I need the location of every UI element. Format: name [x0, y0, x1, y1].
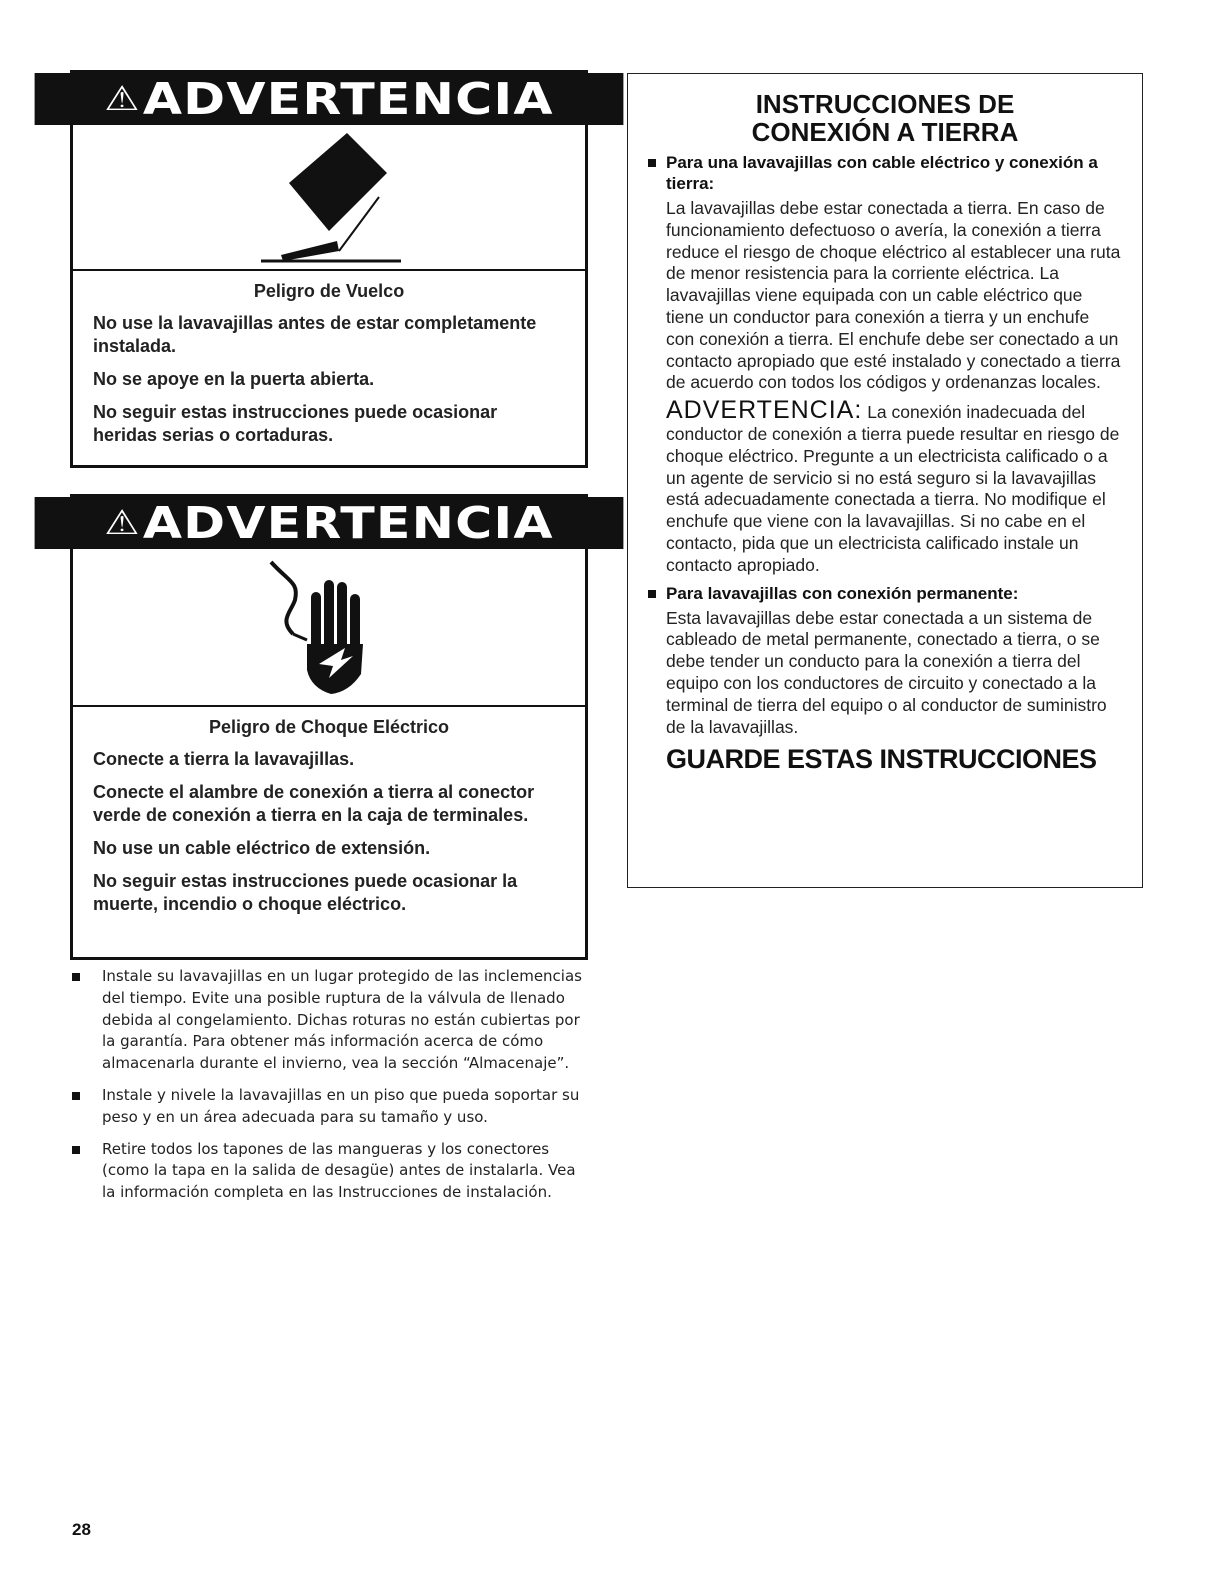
warning-box-tip-over [70, 70, 588, 468]
installation-notes-list [72, 966, 592, 1214]
grounding-paragraph: La lavavajillas debe estar conectada a tierra. En caso de funcionamiento defectuoso o avería, la conexión a tierra reduce el riesgo de choque eléctrico al establecer una ruta de menor resistencia para la corriente eléctrica. La lavavajillas viene equipada con un cable eléctrico que tiene un conductor para conexión a tierra y un enchufe con conexión a tierra. El enchufe debe ser conectado a un contacto apropiado que esté instalado y conectado a tierra de acuerdo con todos los códigos y ordenanzas locales. [666, 198, 1121, 393]
bullet-square-icon [72, 973, 80, 981]
warning-header: ⚠ ADVERTENCIA [35, 497, 624, 549]
electric-shock-icon [249, 552, 409, 702]
page-number: 28 [72, 1520, 91, 1539]
tip-over-icon [229, 127, 429, 267]
bullet-square-icon [648, 159, 656, 167]
grounding-paragraph: Esta lavavajillas debe estar conectada a un sistema de cableado de metal permanente, conectado a tierra, o se debe tender un conducto para la conexión a tierra del equipo con los conductores de circuito y conectado a la terminal de tierra del equipo o al conductor de suministro de la lavavajillas. [666, 607, 1107, 737]
tip-over-icon-area [73, 125, 585, 271]
bullet-square-icon [72, 1092, 80, 1100]
warning-line: No use la lavavajillas antes de estar completamente instalada. [93, 313, 537, 356]
warning-line: No seguir estas instrucciones puede ocasionar heridas serias o cortaduras. [93, 402, 498, 445]
list-item: Retire todos los tapones de las mangueras y los conectores (como la tapa en la salida de desagüe) antes de instalarla. Vea la información completa en las Instrucciones de instalación. [72, 1139, 592, 1204]
bullet-square-icon [648, 590, 656, 598]
warning-line: No se apoye en la puerta abierta. [93, 369, 375, 389]
warning-triangle-icon: ⚠ [104, 503, 141, 543]
warning-line: No seguir estas instrucciones puede ocasionar la muerte, incendio o choque eléctrico. [93, 871, 518, 914]
list-item: Instale y nivele la lavavajillas en un piso que pueda soportar su peso y en un área adecuada para su tamaño y uso. [72, 1085, 592, 1129]
bullet-square-icon [72, 1146, 80, 1154]
save-instructions-heading: GUARDE ESTAS INSTRUCCIONES [666, 744, 1097, 775]
warning-label: ADVERTENCIA: [666, 396, 863, 425]
grounding-bullet: Para una lavavajillas con cable eléctrico y conexión a tierra: [648, 152, 1122, 194]
warning-line: Conecte a tierra la lavavajillas. [93, 749, 355, 769]
grounding-title: INSTRUCCIONES DE CONEXIÓN A TIERRA [751, 89, 1019, 147]
hazard-title: Peligro de Vuelco [253, 281, 405, 301]
warning-triangle-icon: ⚠ [104, 79, 141, 119]
grounding-warning-paragraph: ADVERTENCIA: La conexión inadecuada del conductor de conexión a tierra puede resultar en riesgo de choque eléctrico. Pregunte a un electricista calificado o a un agente de servicio si no está seguro si la lavavajillas está adecuadamente conectada a tierra. No modifique el enchufe que viene con la lavavajillas. Si no cabe en el contacto, pida que un electricista calificado instale un contacto apropiado. [666, 396, 1120, 575]
hazard-title: Peligro de Choque Eléctrico [208, 717, 450, 737]
list-item: Instale su lavavajillas en un lugar protegido de las inclemencias del tiempo. Evite una posible ruptura de la válvula de llenado debida al congelamiento. Dichas roturas no están cubiertas por la garantía. Para obtener más información acerca de cómo almacenarla durante el invierno, vea la sección “Almacenaje”. [72, 966, 592, 1075]
warning-box-electric-shock [70, 494, 588, 960]
grounding-instructions-box [627, 73, 1143, 888]
warning-header: ⚠ ADVERTENCIA [35, 73, 624, 125]
warning-line: No use un cable eléctrico de extensión. [93, 838, 431, 858]
grounding-bullet: Para lavavajillas con conexión permanente: [648, 583, 1122, 604]
electric-shock-icon-area [73, 549, 585, 707]
warning-line: Conecte el alambre de conexión a tierra al conector verde de conexión a tierra en la caja de terminales. [93, 782, 535, 825]
